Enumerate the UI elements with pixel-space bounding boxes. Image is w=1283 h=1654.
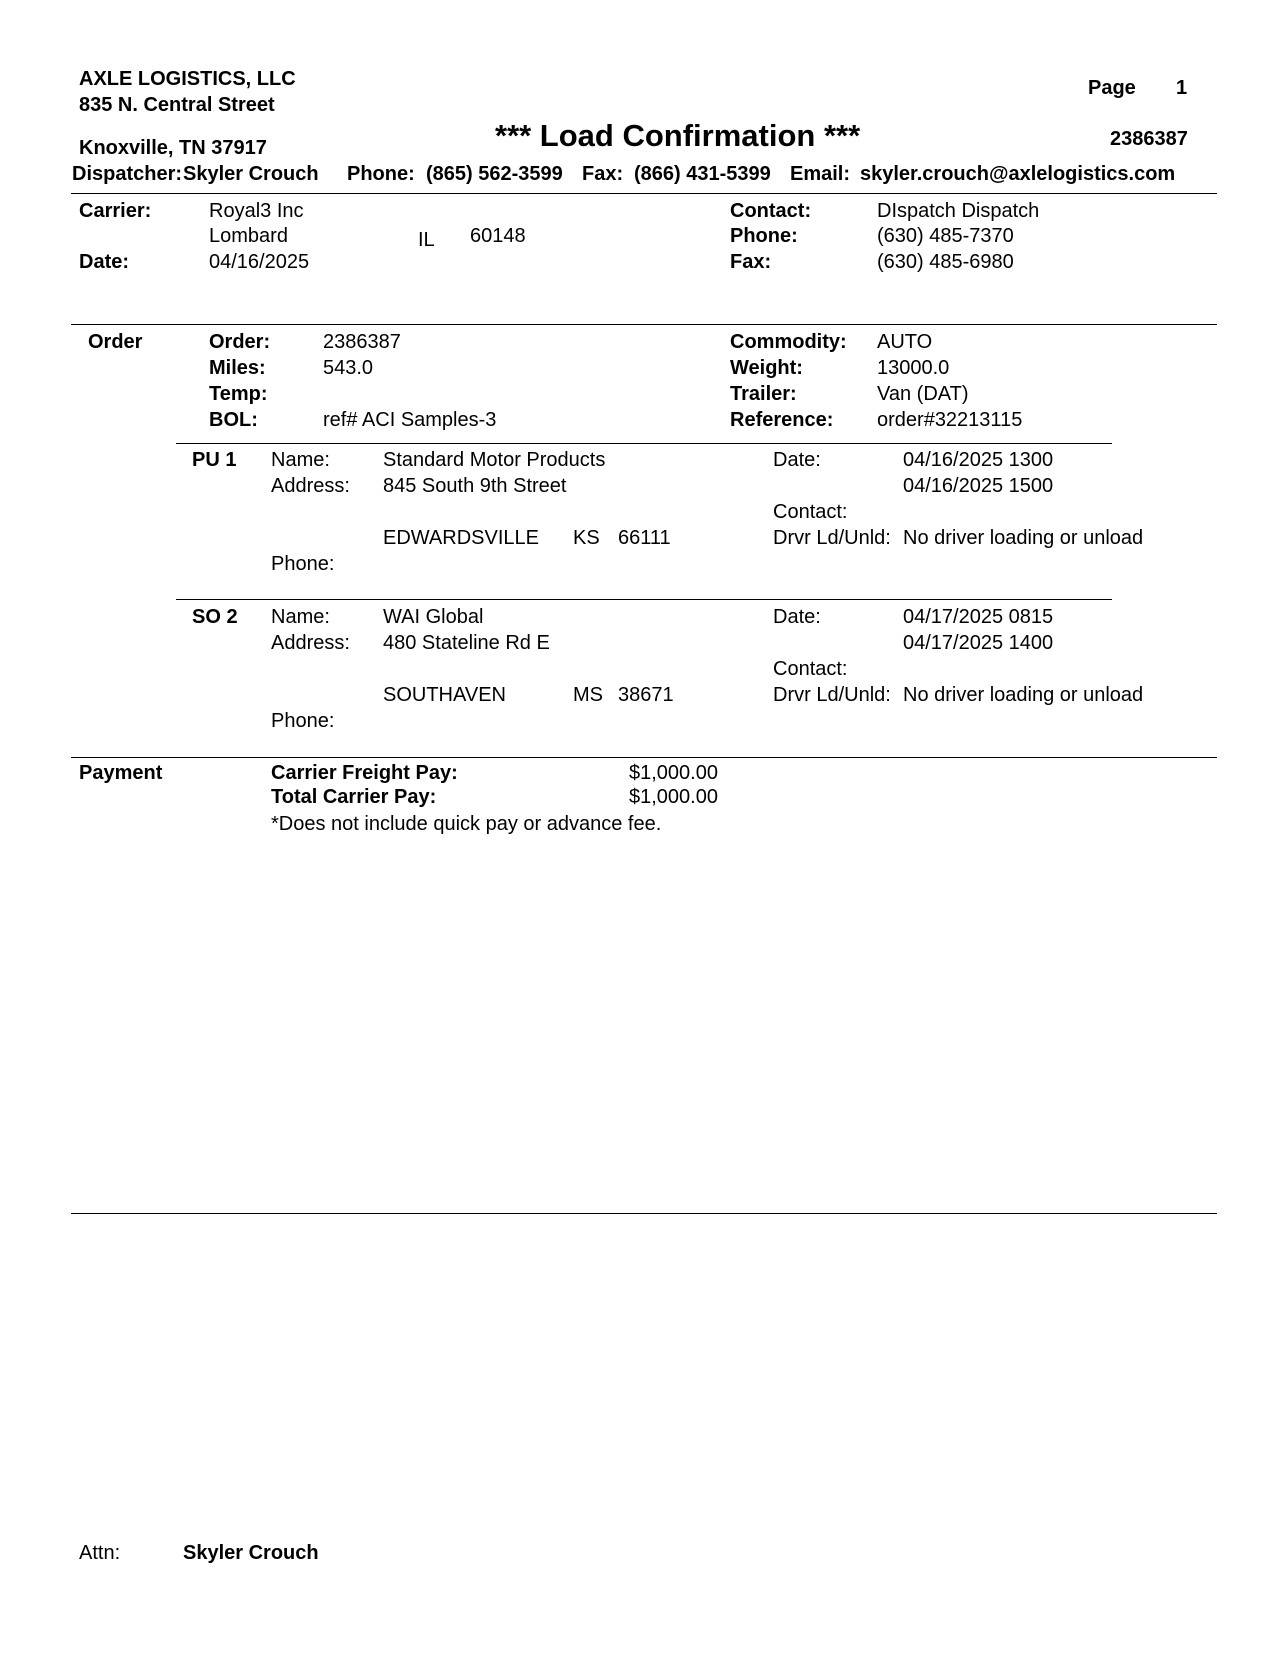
stop-date-end: 04/16/2025 1500 [903,475,1054,497]
stop-address: 845 South 9th Street [383,475,567,497]
stop-date-start: 04/17/2025 0815 [903,606,1054,628]
stop-code: SO 2 [192,606,238,628]
order-commodity: AUTO [877,331,933,353]
stop-phone-label: Phone: [271,553,335,575]
stop-drvr: No driver loading or unload [903,684,1144,706]
order-number: 2386387 [323,331,401,353]
carrier-state: IL [418,229,435,251]
stop-name: Standard Motor Products [383,449,606,471]
attn-label: Attn: [79,1542,121,1564]
order-temp-label: Temp: [209,383,268,405]
page-number: 1 [1176,77,1188,99]
stop-contact-label: Contact: [773,501,848,523]
order-bol-label: BOL: [209,409,258,431]
carrier-fax: (630) 485-6980 [877,251,1014,273]
stop-divider [176,599,1112,600]
stop-address: 480 Stateline Rd E [383,632,550,654]
page-label: Page [1088,77,1136,99]
stop-zip: 38671 [618,684,674,706]
dispatcher-email: skyler.crouch@axlelogistics.com [860,163,1176,185]
stop-drvr-label: Drvr Ld/Unld: [773,527,891,549]
carrier-phone: (630) 485-7370 [877,225,1014,247]
carrier-freight-pay-label: Carrier Freight Pay: [271,762,458,784]
payment-divider [71,757,1217,758]
document-title: *** Load Confirmation *** [495,118,861,153]
carrier-name: Royal3 Inc [209,200,304,222]
dispatcher-name: Skyler Crouch [183,163,319,185]
stop-address-label: Address: [271,475,350,497]
carrier-fax-label: Fax: [730,251,772,273]
document-number: 2386387 [1110,128,1188,150]
order-section-label: Order [88,331,143,353]
carrier-date: 04/16/2025 [209,251,310,273]
stop-date-end: 04/17/2025 1400 [903,632,1054,654]
carrier-date-label: Date: [79,251,130,273]
stop-drvr-label: Drvr Ld/Unld: [773,684,891,706]
order-weight-label: Weight: [730,357,803,379]
stop-state: MS [573,684,603,706]
payment-note: *Does not include quick pay or advance fee. [271,813,662,835]
dispatcher-phone-label: Phone: [347,163,415,185]
stop-date-label: Date: [773,449,821,471]
order-weight: 13000.0 [877,357,950,379]
order-number-label: Order: [209,331,271,353]
company-street: 835 N. Central Street [79,94,275,116]
footer-divider [71,1213,1217,1214]
carrier-divider [71,324,1217,325]
carrier-contact: DIspatch Dispatch [877,200,1040,222]
stop-date-start: 04/16/2025 1300 [903,449,1054,471]
carrier-contact-label: Contact: [730,200,812,222]
carrier-label: Carrier: [79,200,152,222]
stop-zip: 66111 [618,527,671,549]
order-miles-label: Miles: [209,357,266,379]
carrier-phone-label: Phone: [730,225,798,247]
stop-city: SOUTHAVEN [383,684,506,706]
company-city-state-zip: Knoxville, TN 37917 [79,137,267,159]
stop-code: PU 1 [192,449,237,471]
dispatcher-fax: (866) 431-5399 [634,163,771,185]
order-commodity-label: Commodity: [730,331,847,353]
stop-address-label: Address: [271,632,350,654]
order-bol: ref# ACI Samples-3 [323,409,497,431]
carrier-freight-pay: $1,000.00 [629,762,718,784]
company-name: AXLE LOGISTICS, LLC [79,68,296,90]
order-miles: 543.0 [323,357,374,379]
total-carrier-pay-label: Total Carrier Pay: [271,786,437,808]
stop-state: KS [573,527,600,549]
dispatcher-phone: (865) 562-3599 [426,163,563,185]
header-divider [71,193,1217,194]
stop-phone-label: Phone: [271,710,335,732]
stop-drvr: No driver loading or unload [903,527,1144,549]
stop-city: EDWARDSVILLE [383,527,539,549]
dispatcher-label: Dispatcher: [72,163,183,185]
carrier-city: Lombard [209,225,288,247]
stop-name: WAI Global [383,606,484,628]
payment-section-label: Payment [79,762,163,784]
total-carrier-pay: $1,000.00 [629,786,718,808]
order-reference: order#32213115 [877,409,1023,431]
stop-divider [176,443,1112,444]
dispatcher-fax-label: Fax: [582,163,624,185]
carrier-zip: 60148 [470,225,526,247]
stop-name-label: Name: [271,449,330,471]
order-trailer-label: Trailer: [730,383,797,405]
order-reference-label: Reference: [730,409,834,431]
stop-date-label: Date: [773,606,821,628]
stop-name-label: Name: [271,606,330,628]
stop-contact-label: Contact: [773,658,848,680]
attn-name: Skyler Crouch [183,1542,319,1564]
dispatcher-email-label: Email: [790,163,851,185]
order-trailer: Van (DAT) [877,383,969,405]
